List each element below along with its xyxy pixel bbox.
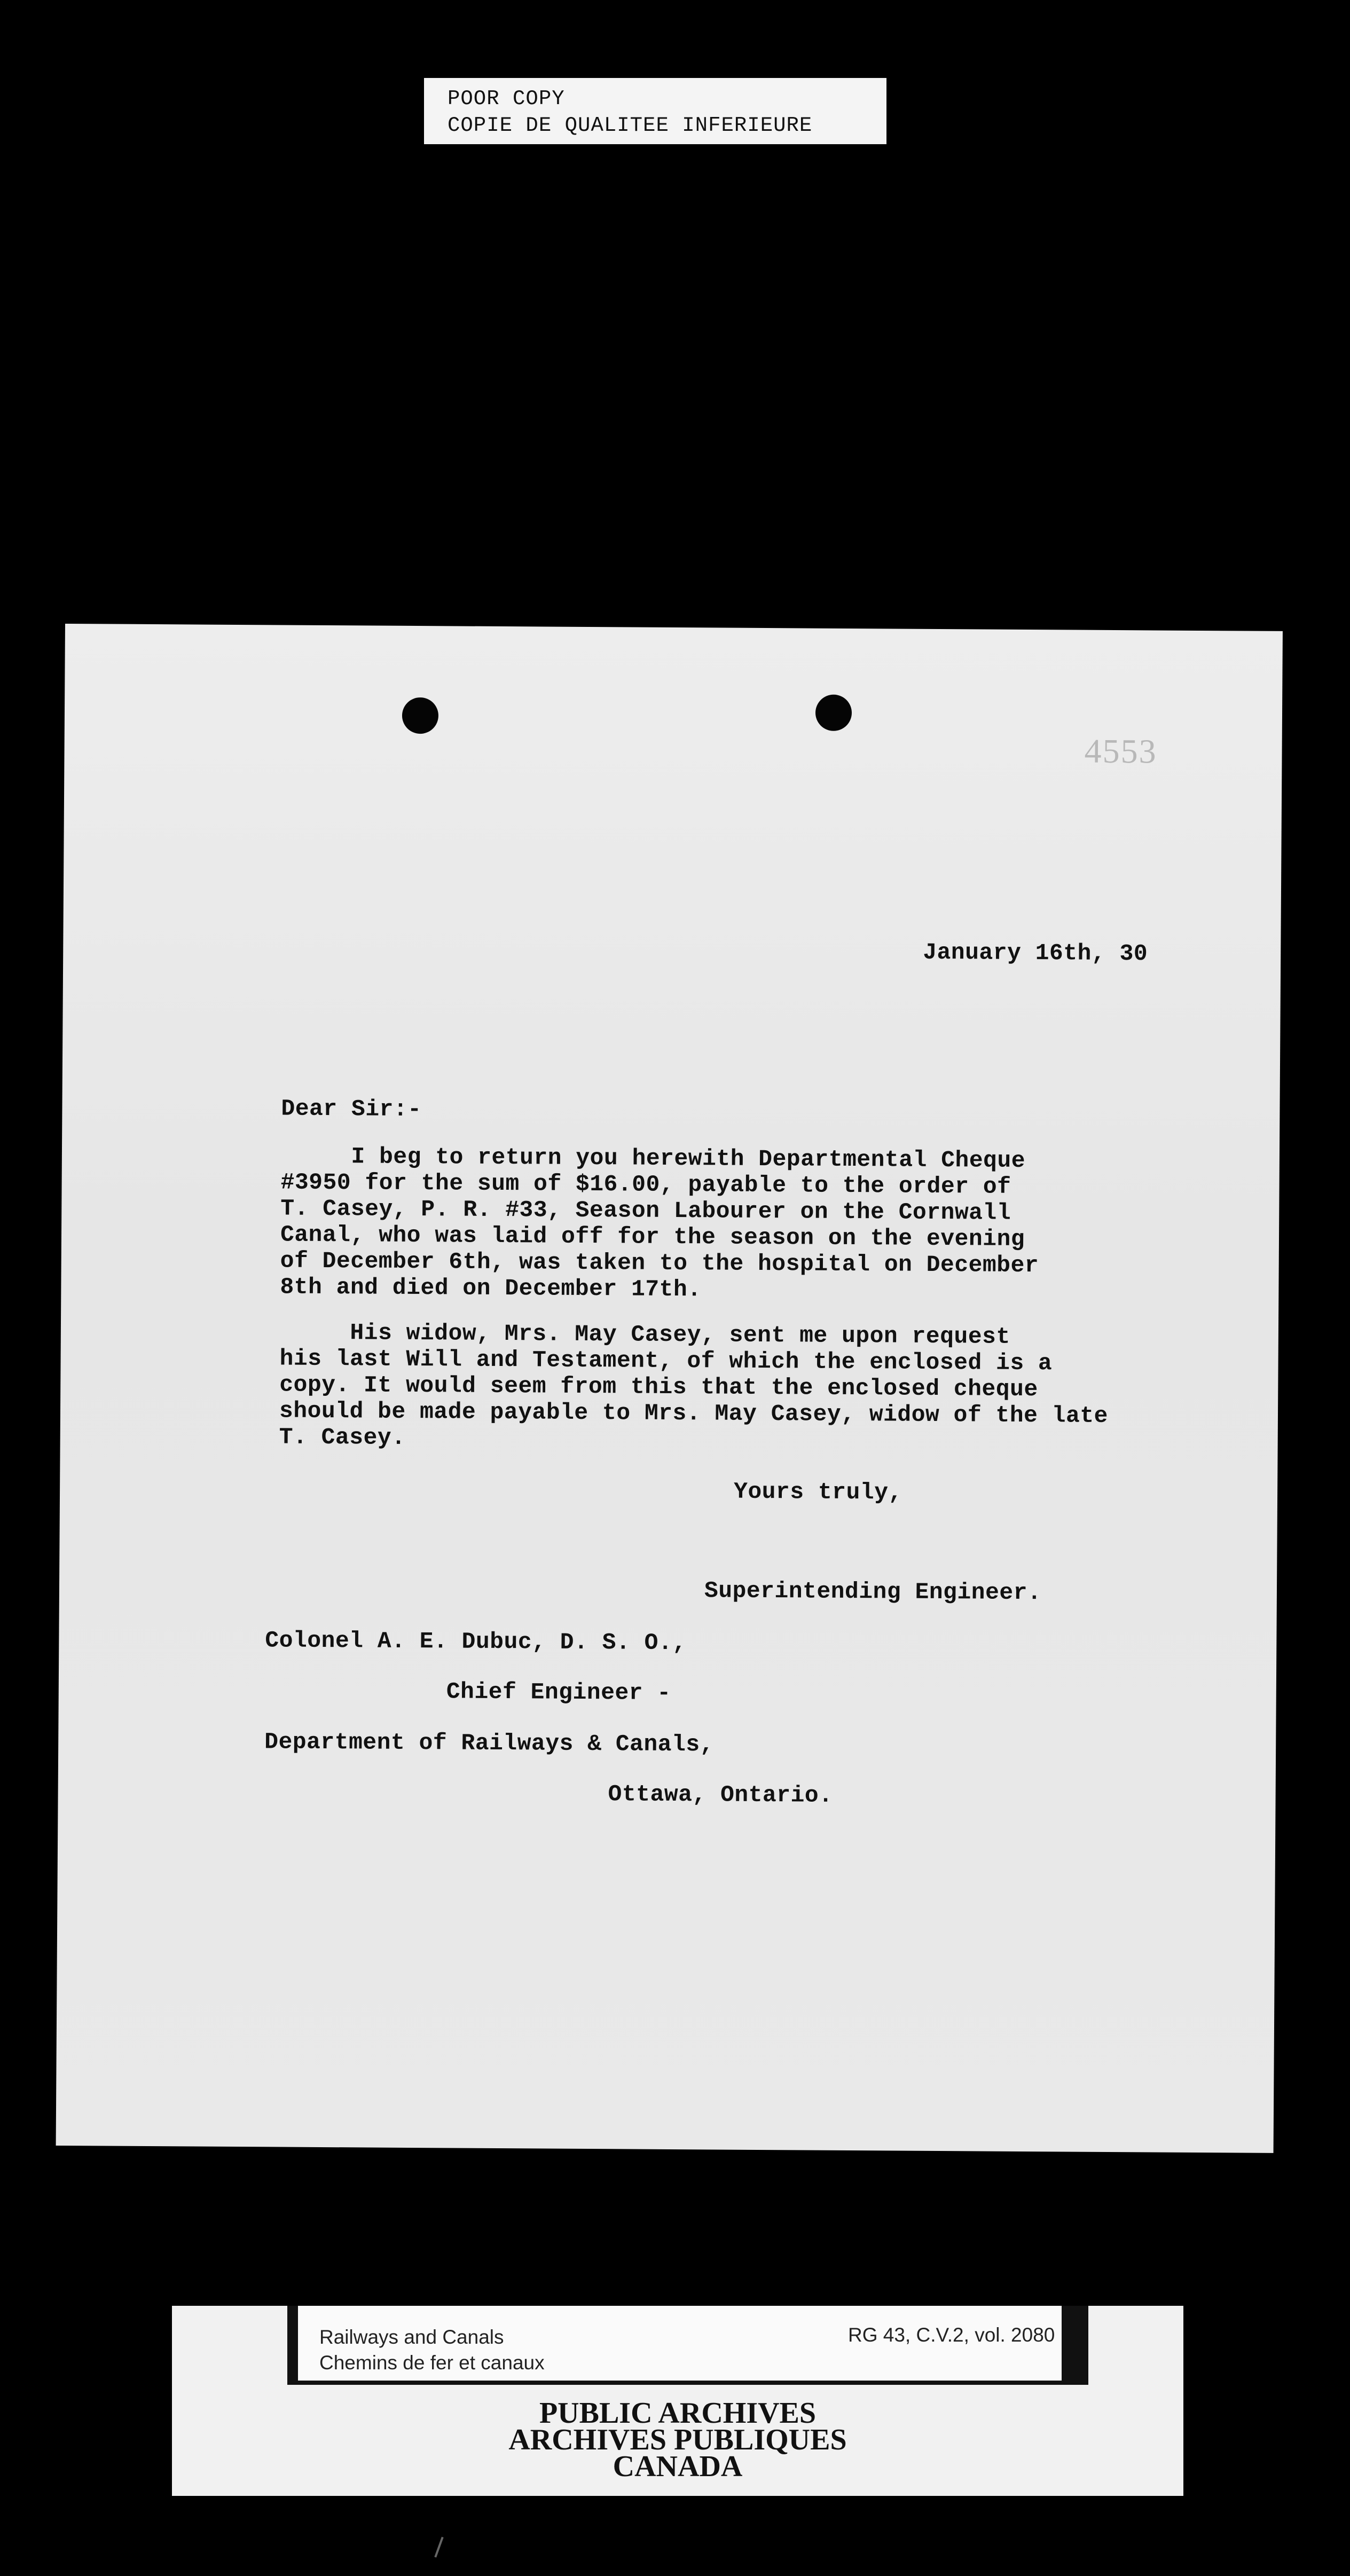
closing: Yours truly, bbox=[733, 1478, 902, 1506]
stamp-number: 4553 bbox=[1084, 732, 1157, 771]
paragraph-1-line: 8th and died on December 17th. bbox=[280, 1274, 702, 1303]
punch-hole-left bbox=[402, 697, 438, 734]
paragraph-1-line: I beg to return you herewith Departmental Cheque bbox=[280, 1143, 1026, 1174]
recipient-name: Colonel A. E. Dubuc, D. S. O., bbox=[265, 1627, 687, 1656]
paragraph-2-line: His widow, Mrs. May Casey, sent me upon request bbox=[279, 1319, 1010, 1350]
fonds-name-en: Railways and Canals bbox=[319, 2326, 504, 2348]
archive-title-country: CANADA bbox=[613, 2450, 743, 2483]
archive-reference: RG 43, C.V.2, vol. 2080 bbox=[848, 2324, 1055, 2346]
recipient-department: Department of Railways & Canals, bbox=[264, 1729, 715, 1758]
paragraph-2 bbox=[279, 1319, 1109, 1455]
recipient-location: Ottawa, Ontario. bbox=[608, 1781, 833, 1809]
recipient-title: Chief Engineer - bbox=[446, 1678, 671, 1706]
punch-hole-right bbox=[815, 695, 852, 731]
archive-label-block bbox=[172, 2306, 1183, 2496]
fonds-name-fr: Chemins de fer et canaux bbox=[319, 2352, 545, 2374]
poor-copy-label bbox=[424, 78, 886, 144]
paragraph-1 bbox=[280, 1143, 1039, 1305]
paragraph-1-line: #3950 for the sum of $16.00, payable to the order of bbox=[280, 1169, 1011, 1200]
signature-title: Superintending Engineer. bbox=[704, 1577, 1042, 1606]
scan-mark bbox=[434, 2537, 443, 2558]
paragraph-2-line: should be made payable to Mrs. May Casey, widow of the late bbox=[279, 1397, 1109, 1429]
paragraph-2-line: copy. It would seem from this that the enclosed cheque bbox=[279, 1371, 1038, 1403]
archive-title-en: PUBLIC ARCHIVES bbox=[539, 2397, 817, 2430]
paragraph-1-line: Canal, who was laid off for the season on the evening bbox=[280, 1221, 1025, 1252]
paragraph-2-line: his last Will and Testament, of which the enclosed is a bbox=[279, 1345, 1053, 1377]
poor-copy-line-en: POOR COPY bbox=[448, 87, 565, 111]
paragraph-1-line: T. Casey, P. R. #33, Season Labourer on the Cornwall bbox=[280, 1195, 1011, 1226]
letter-date: January 16th, 30 bbox=[923, 939, 1148, 967]
poor-copy-line-fr: COPIE DE QUALITEE INFERIEURE bbox=[448, 114, 813, 137]
paragraph-1-line: of December 6th, was taken to the hospital on December bbox=[280, 1247, 1039, 1279]
archive-reference-card bbox=[298, 2306, 1062, 2381]
paragraph-2-line: T. Casey. bbox=[279, 1424, 406, 1451]
letter-sheet bbox=[56, 624, 1283, 2153]
salutation: Dear Sir:- bbox=[281, 1095, 422, 1123]
archive-title-fr: ARCHIVES PUBLIQUES bbox=[508, 2423, 847, 2456]
